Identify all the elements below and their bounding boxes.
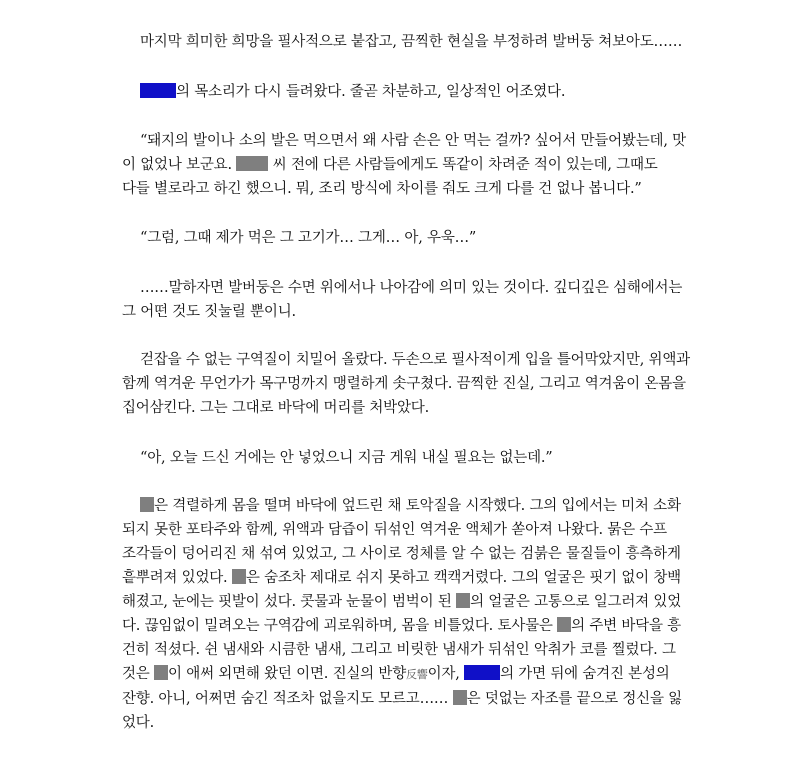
text-line: “돼지의 발이나 소의 발은 먹으면서 왜 사람 손은 안 먹는 걸까? 싶어서 만들어봤는데, 맛	[140, 133, 686, 149]
redacted-name-gray	[232, 569, 246, 584]
text-line	[122, 662, 682, 687]
redacted-name-blue	[140, 83, 176, 98]
text-line: 조각들이 덩어리진 채 섞여 있었고, 그 사이로 정체를 알 수 없는 검붉은 물질들이 흥측하게	[122, 546, 681, 562]
paragraph-5	[122, 276, 682, 324]
text-line: 함께 역겨운 무언가가 목구멍까지 맹렬하게 솟구쳤다. 끔찍한 진실, 그리고 역겨움이 온몸을	[122, 376, 686, 392]
text-line: 그 어떤 것도 짓눌릴 뿐이니.	[122, 304, 296, 320]
redacted-name-gray	[453, 690, 467, 705]
text-fragment: 이 애써 외면해 왔던 이면. 진실의 반향	[168, 666, 407, 682]
text-fragment: 이자,	[427, 666, 460, 682]
text-fragment: 의 주변 바닥을 흥	[571, 618, 681, 634]
text-line: 마지막 희미한 희망을 필사적으로 붙잡고, 끔찍한 현실을 부정하려 발버둥 쳐보아도……	[140, 34, 683, 50]
text-line: 건히 적셨다. 쉰 냄새와 시큼한 냄새, 그리고 비릿한 냄새가 뒤섞인 악취가 코를 찔렀다. 그	[122, 642, 676, 658]
redacted-name-gray	[557, 617, 571, 632]
text-line: 되지 못한 포타주와 함께, 위액과 담즙이 뒤섞인 역겨운 액체가 쏟아져 나왔다. 묽은 수프	[122, 522, 667, 538]
text-line	[122, 687, 682, 711]
text-line: 었다.	[122, 715, 155, 731]
text-fragment: 잔향. 아니, 어쩌면 숨긴 적조차 없을지도 모르고……	[122, 691, 449, 707]
text-line	[122, 590, 682, 614]
redacted-name-gray	[456, 593, 470, 608]
text-line: 다들 별로라고 하긴 했으니. 뭐, 조리 방식에 차이를 줘도 크게 다를 건 없나 봅니다.”	[122, 181, 642, 197]
text-line: “그럼, 그때 제가 먹은 그 고기가… 그게… 아, 우욱…”	[140, 230, 477, 246]
paragraph-6	[122, 348, 690, 420]
text-line	[122, 494, 682, 518]
hanja-annotation: 反響	[406, 668, 428, 681]
paragraph-2	[122, 80, 682, 104]
text-fragment: 은 격렬하게 몸을 떨며 바닥에 엎드린 채 토악질을 시작했다. 그의 입에서는 미처 소화	[154, 498, 681, 514]
paragraph-7	[122, 446, 682, 470]
text-line: “아, 오늘 드신 거에는 안 넣었으니 지금 게워 내실 필요는 없는데.”	[140, 450, 553, 466]
text-fragment: 의 얼굴은 고통으로 일그러져 있었	[470, 594, 681, 610]
text-fragment: 의 목소리가 다시 들려왔다. 줄곧 차분하고, 일상적인 어조였다.	[176, 84, 566, 100]
paragraph-4	[122, 226, 682, 250]
text-fragment: 해졌고, 눈에는 핏발이 섰다. 콧물과 눈물이 범벅이 된	[122, 594, 452, 610]
text-fragment: 은 숨조차 제대로 쉬지 못하고 캑캑거렸다. 그의 얼굴은 핏기 없이 창백	[245, 570, 681, 586]
text-line: ……말하자면 발버둥은 수면 위에서나 나아감에 의미 있는 것이다. 깊디깊은 심해에서는	[140, 280, 683, 296]
paragraph-1	[122, 30, 682, 54]
paragraph-8	[122, 494, 682, 735]
text-line	[122, 80, 682, 104]
text-line: 집어삼킨다. 그는 그대로 바닥에 머리를 처박았다.	[122, 400, 430, 416]
text-fragment: 것은	[122, 666, 150, 682]
text-fragment: 씨 전에 다른 사람들에게도 똑같이 차려준 적이 있는데, 그때도	[272, 157, 658, 173]
redacted-name-gray	[140, 497, 154, 512]
redacted-name-blue	[464, 665, 500, 680]
redacted-name-gray	[236, 156, 268, 171]
text-line: 걷잡을 수 없는 구역질이 치밀어 올랐다. 두손으로 필사적이게 입을 틀어막았지만, 위액과	[140, 352, 690, 368]
text-line	[122, 614, 682, 638]
text-fragment: 흩뿌려져 있었다.	[122, 570, 228, 586]
text-line	[122, 566, 682, 590]
text-line	[122, 153, 682, 177]
text-fragment: 은 덧없는 자조를 끝으로 정신을 잃	[466, 691, 682, 707]
redacted-name-gray	[154, 665, 168, 680]
text-fragment: 이 없었나 보군요.	[122, 157, 232, 173]
text-fragment: 의 가면 뒤에 숨겨진 본성의	[500, 666, 670, 682]
text-fragment: 다. 끊임없이 밀려오는 구역감에 괴로워하며, 몸을 비틀었다. 토사물은	[122, 618, 553, 634]
paragraph-3	[122, 129, 686, 201]
